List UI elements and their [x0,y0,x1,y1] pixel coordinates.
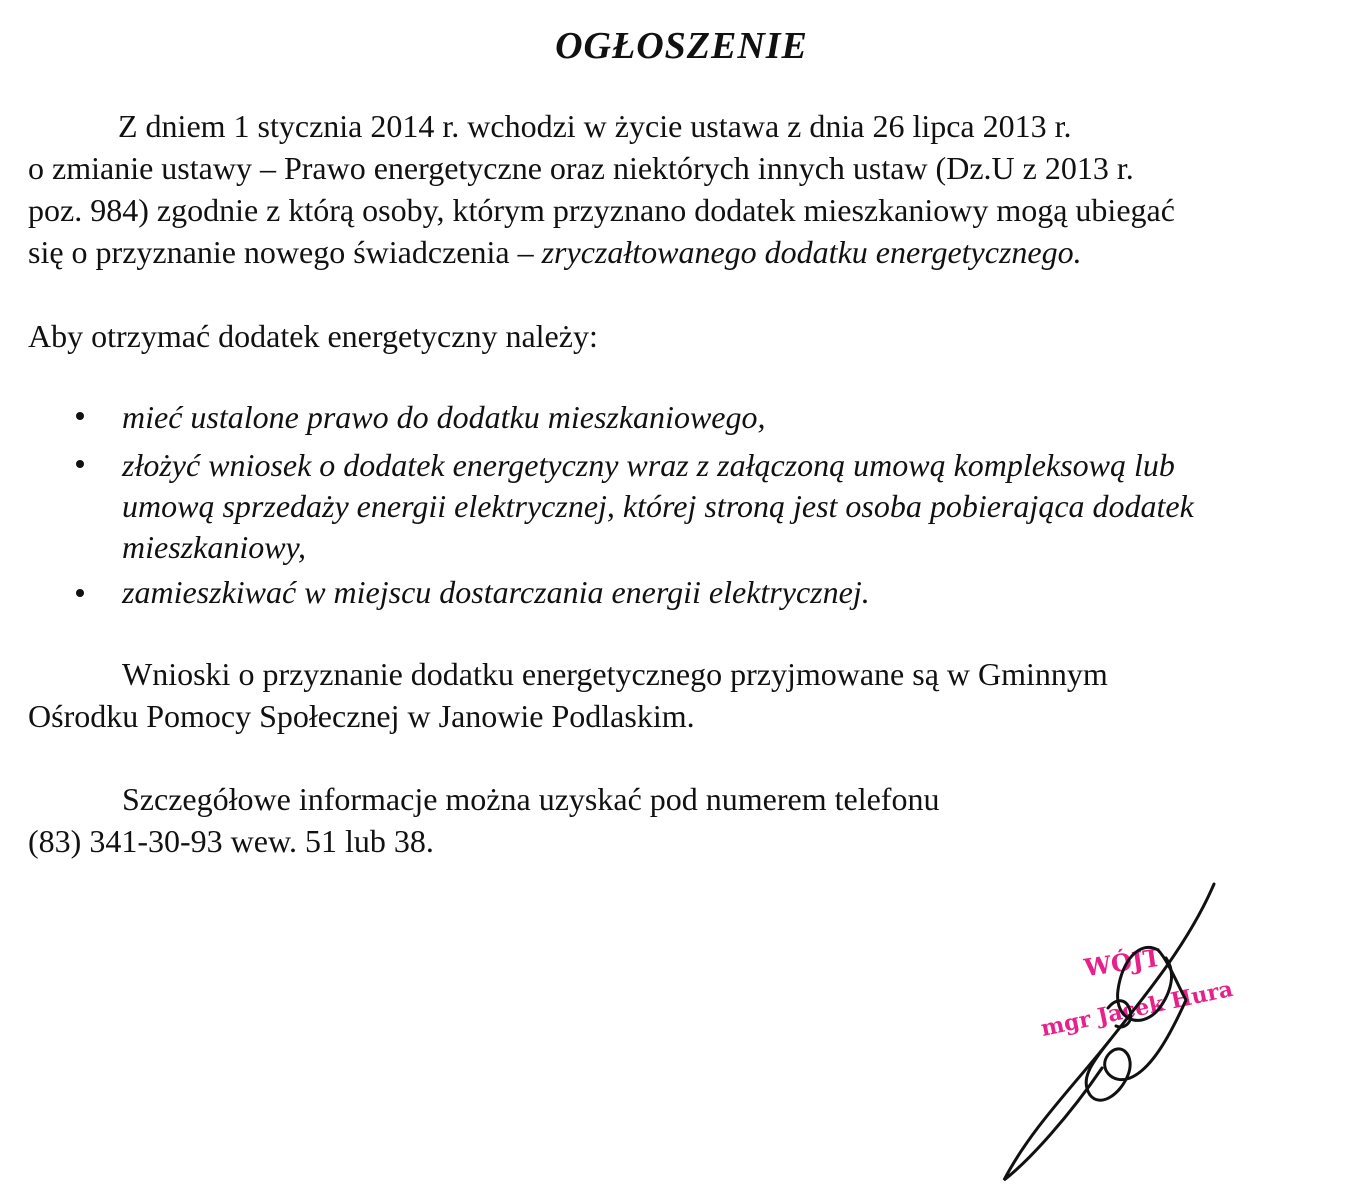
stamp-title: WÓJT [1082,942,1163,983]
bullet-icon [76,589,84,597]
paragraph1-line4-plain: się o przyznanie nowego świadczenia – [28,234,542,270]
paragraph1-line4 [28,236,1082,268]
requirement-item-3: zamieszkiwać w miejscu dostarczania energii elektrycznej. [122,574,870,610]
requirements-intro: Aby otrzymać dodatek energetyczny należy: [28,318,598,354]
paragraph2-line2: Ośrodku Pomocy Społecznej w Janowie Podlaskim. [28,698,695,734]
handwritten-signature [990,880,1250,1190]
paragraph3-line1: Szczegółowe informacje można uzyskać pod numerem telefonu [122,781,940,817]
paragraph3-line2: (83) 341-30-93 wew. 51 lub 38. [28,823,434,859]
bullet-icon [76,460,84,468]
requirement-item-1: mieć ustalone prawo do dodatku mieszkaniowego, [122,399,766,435]
document-title: OGŁOSZENIE [555,25,808,67]
bullet-icon [76,412,84,420]
requirement-item-2-line3: mieszkaniowy, [122,529,306,565]
paragraph1-line1: Z dniem 1 stycznia 2014 r. wchodzi w życie ustawa z dnia 26 lipca 2013 r. [118,108,1072,144]
stamp-name: mgr Jacek Hura [1038,975,1236,1042]
paragraph1-line3: poz. 984) zgodnie z którą osoby, którym przyznano dodatek mieszkaniowy mogą ubiegać [28,192,1175,228]
paragraph1-line2: o zmianie ustawy – Prawo energetyczne oraz niektórych innych ustaw (Dz.U z 2013 r. [28,150,1134,186]
paragraph1-line4-italic: zryczałtowanego dodatku energetycznego. [541,234,1082,270]
requirement-item-2-line2: umową sprzedaży energii elektrycznej, której stroną jest osoba pobierająca dodatek [122,488,1194,524]
requirement-item-2-line1: złożyć wniosek o dodatek energetyczny wraz z załączoną umową kompleksową lub [122,447,1175,483]
paragraph2-line1: Wnioski o przyznanie dodatku energetycznego przyjmowane są w Gminnym [122,656,1108,692]
